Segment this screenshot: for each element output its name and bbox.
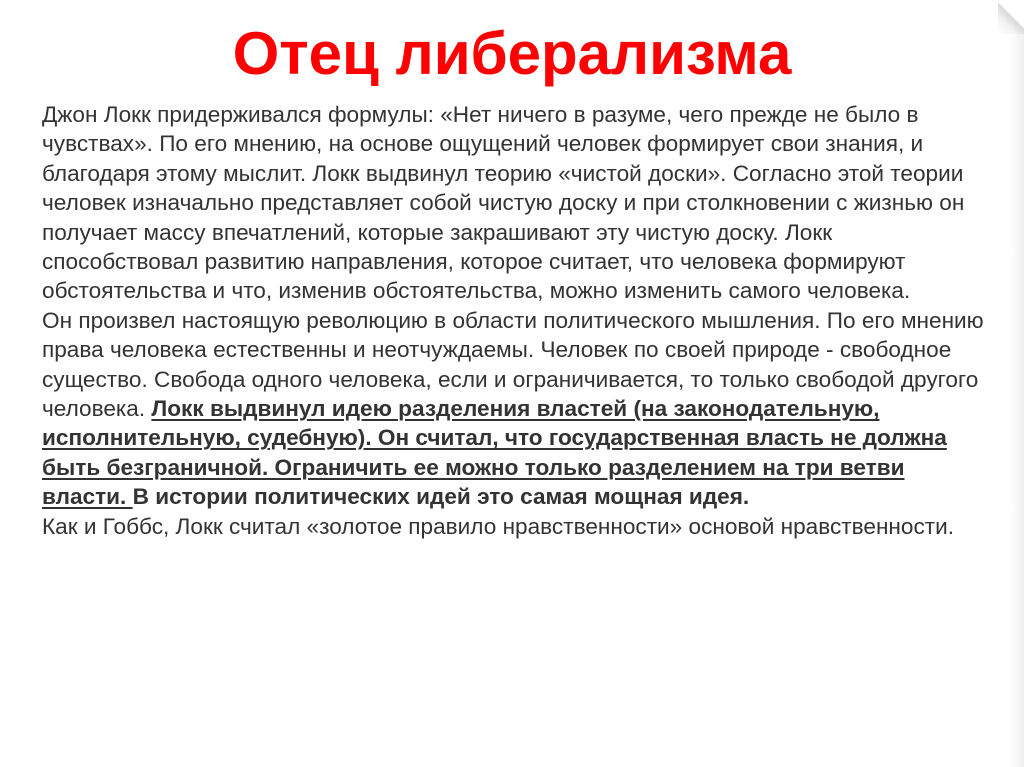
slide-title: Отец либерализма (232, 20, 792, 87)
paragraph-intro-text: Он произвел настоящую революцию в области политического мышления. По его мнению права человека естественны и неотчуждаемы. Человек по своей природе - свободное существо. Свобода одного человека, если и ограничивается, то только свободой другого человека. (42, 307, 984, 422)
paragraph-separation-of-powers (42, 306, 992, 512)
bold-conclusion: В истории политических идей это самая мощная идея. (132, 484, 750, 510)
paragraph-golden-rule: Как и Гоббс, Локк считал «золотое правило нравственности» основой нравственности. (42, 513, 955, 539)
slide-edge-shadow (1010, 0, 1024, 767)
emphasized-separation-of-powers: Локк выдвинул идею разделения властей (на законодательную, исполнительную, судебную). Он считал, что государственная власть не должна быть безграничной. Ограничить ее можно только разделением на три ветви власти. (42, 396, 947, 510)
paragraph-locke-tabula-rasa: Джон Локк придерживался формулы: «Нет ничего в разуме, чего прежде не было в чувствах». По его мнению, на основе ощущений человек формирует свои знания, и благодаря этому мыслит. Локк выдвинул теорию «чистой доски». Согласно этой теории человек изначально представляет собой чистую доску и при столкновении с жизнью он получает массу впечатлений, которые закрашивают эту чистую доску. Локк способствовал развитию направления, которое считает, что человека формируют обстоятельства и что, изменив обстоятельства, можно изменить самого человека. (42, 102, 965, 304)
slide-body (42, 100, 992, 541)
